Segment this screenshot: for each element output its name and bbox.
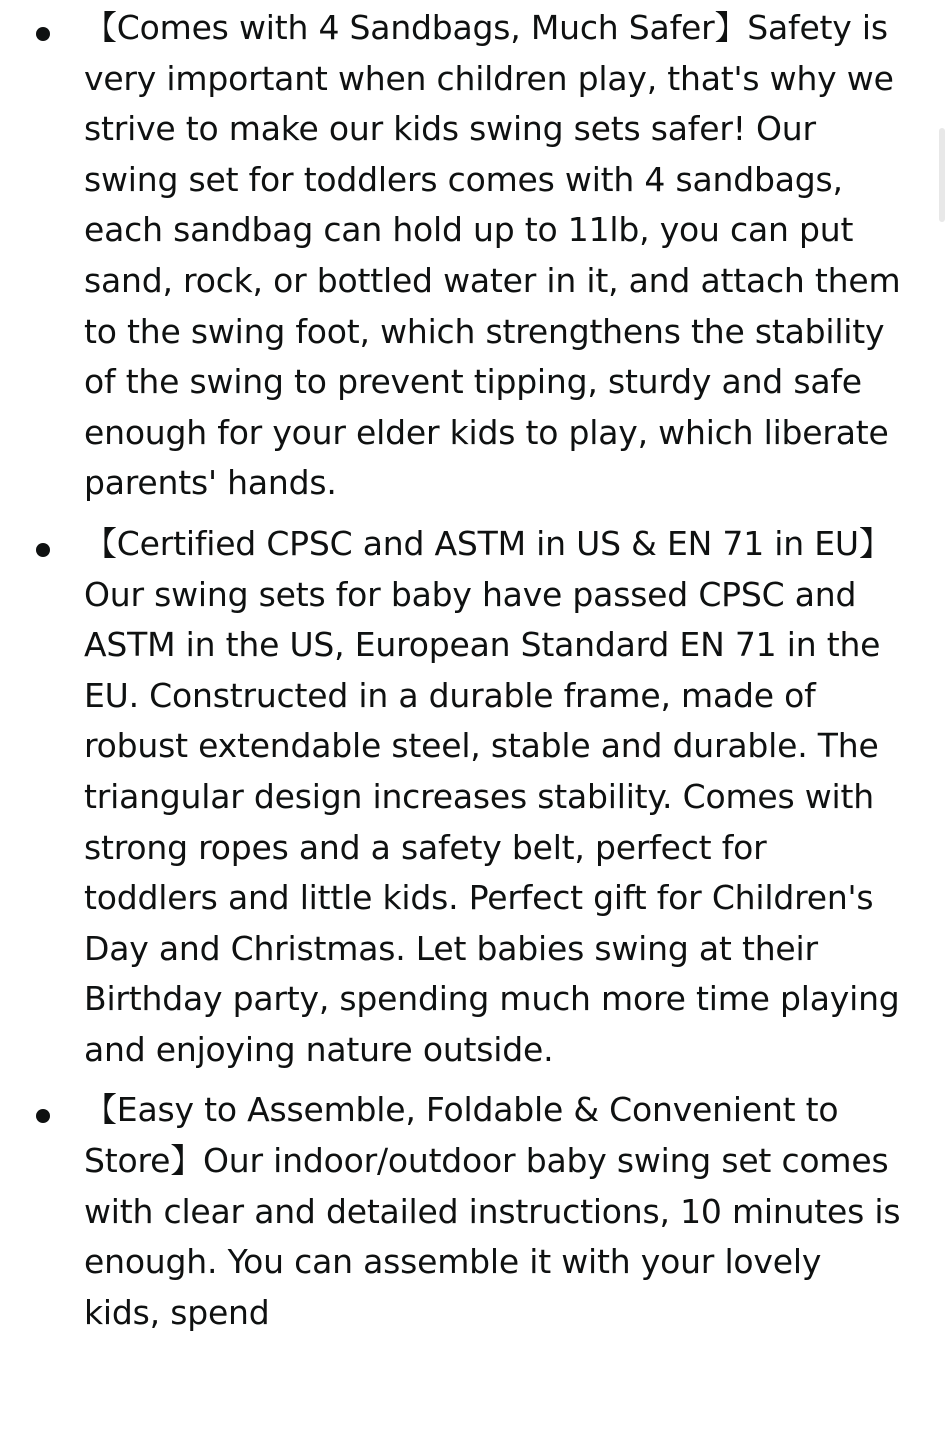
feature-bullet-text: 【Comes with 4 Sandbags, Much Safer】Safety is very important when children play, that's why we strive to make our kids swing sets safer! Our swing set for toddlers comes with 4 sandbags, each sandbag can hold up to 11lb, you can put sand, rock, or bottled water in it, and attach them to the swing foot, which strengthens the stability of the swing to prevent tipping, sturdy and safe enough for your elder kids to play, which liberate parents' hands. xyxy=(84,8,901,503)
feature-bullet-text: 【Certified CPSC and ASTM in US & EN 71 in EU】Our swing sets for baby have passed CPSC and ASTM in the US, European Standard EN 71 in the EU. Constructed in a durable frame, made of robust extendable steel, stable and durable. The triangular design increases stability. Comes with strong ropes and a safety belt, perfect for toddlers and little kids. Perfect gift for Children's Day and Christmas. Let babies swing at their Birthday party, spending much more time playing and enjoying nature outside. xyxy=(84,523,900,1069)
feature-bullet-assembly xyxy=(0,1085,949,1338)
bullet-icon xyxy=(36,1109,50,1123)
feature-bullet-certification xyxy=(0,519,949,1076)
bullet-icon xyxy=(36,543,50,557)
feature-bullet-text: 【Easy to Assemble, Foldable & Convenient to Store】Our indoor/outdoor baby swing set comes with clear and detailed instructions, 10 minutes is enough. You can assemble it with your lovely kids, spend xyxy=(84,1090,901,1332)
bullet-icon xyxy=(36,27,50,41)
scrollbar[interactable] xyxy=(939,128,945,222)
feature-bullet-list xyxy=(0,3,949,1348)
feature-bullet-sandbags xyxy=(0,3,949,509)
